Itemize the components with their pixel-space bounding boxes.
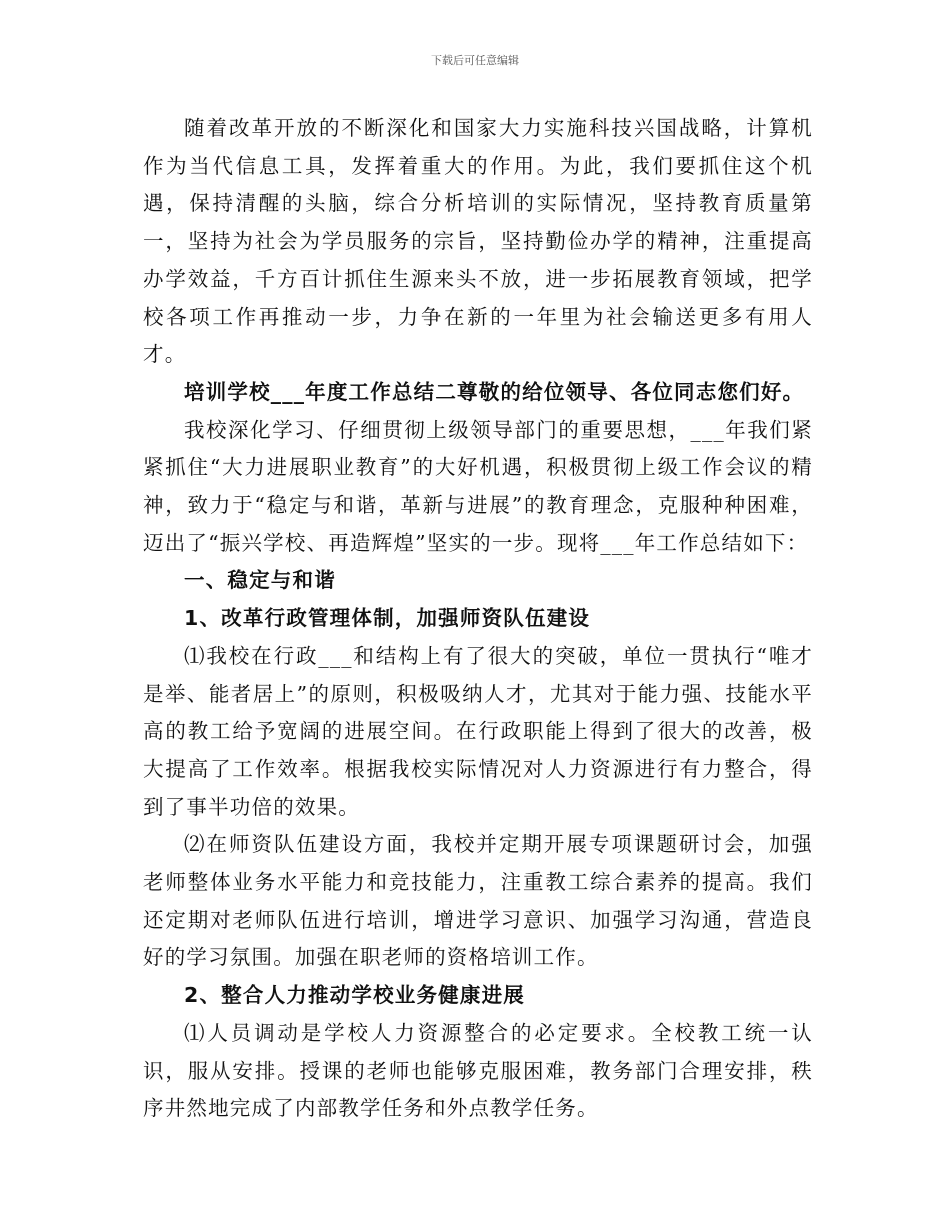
summary-paragraph: 我校深化学习、仔细贯彻上级领导部门的重要思想，___年我们紧紧抓住“大力进展职业教育”的大好机遇，积极贯彻上级工作会议的精神，致力于“稳定与和谐，革新与进展”的教育理念，克服种种困难，迈出了“振兴学校、再造辉煌”坚实的一步。现将___年工作总结如下： [143,417,813,555]
paragraph-1-1-2: ⑵在师资队伍建设方面，我校并定期开展专项课题研讨会，加强老师整体业务水平能力和竞技能力，注重教工综合素养的提高。我们还定期对老师队伍进行培训，增进学习意识、加强学习沟通，营造良好的学习氛围。加强在职老师的资格培训工作。 [143,832,813,970]
paragraph-1-1-1: ⑴我校在行政___和结构上有了很大的突破，单位一贯执行“唯才是举、能者居上”的原则，积极吸纳人才，尤其对于能力强、技能水平高的教工给予宽阔的进展空间。在行政职能上得到了很大的改善，极大提高了工作效率。根据我校实际情况对人力资源进行有力整合，得到了事半功倍的效果。 [143,643,813,819]
subsection-heading-1-1: 1、改革行政管理体制，加强师资队伍建设 [184,606,591,631]
paragraph-1-2-1: ⑴人员调动是学校人力资源整合的必定要求。全校教工统一认识，服从安排。授课的老师也能够克服困难，教务部门合理安排，秩序井然地完成了内部教学任务和外点教学任务。 [143,1020,813,1121]
page-header-note: 下载后可任意编辑 [431,54,519,67]
section-heading-1: 一、稳定与和谐 [184,568,336,593]
document-title-line: 培训学校___年度工作总结二尊敬的给位领导、各位同志您们好。 [184,379,805,404]
subsection-heading-1-2: 2、整合人力推动学校业务健康进展 [184,983,525,1008]
intro-paragraph: 随着改革开放的不断深化和国家大力实施科技兴国战略，计算机作为当代信息工具，发挥着重大的作用。为此，我们要抓住这个机遇，保持清醒的头脑，综合分析培训的实际情况，坚持教育质量第一，坚持为社会为学员服务的宗旨，坚持勤俭办学的精神，注重提高办学效益，千方百计抓住生源来头不放，进一步拓展教育领域，把学校各项工作再推动一步，力争在新的一年里为社会输送更多有用人才。 [143,116,813,367]
document-body [143,110,813,1128]
